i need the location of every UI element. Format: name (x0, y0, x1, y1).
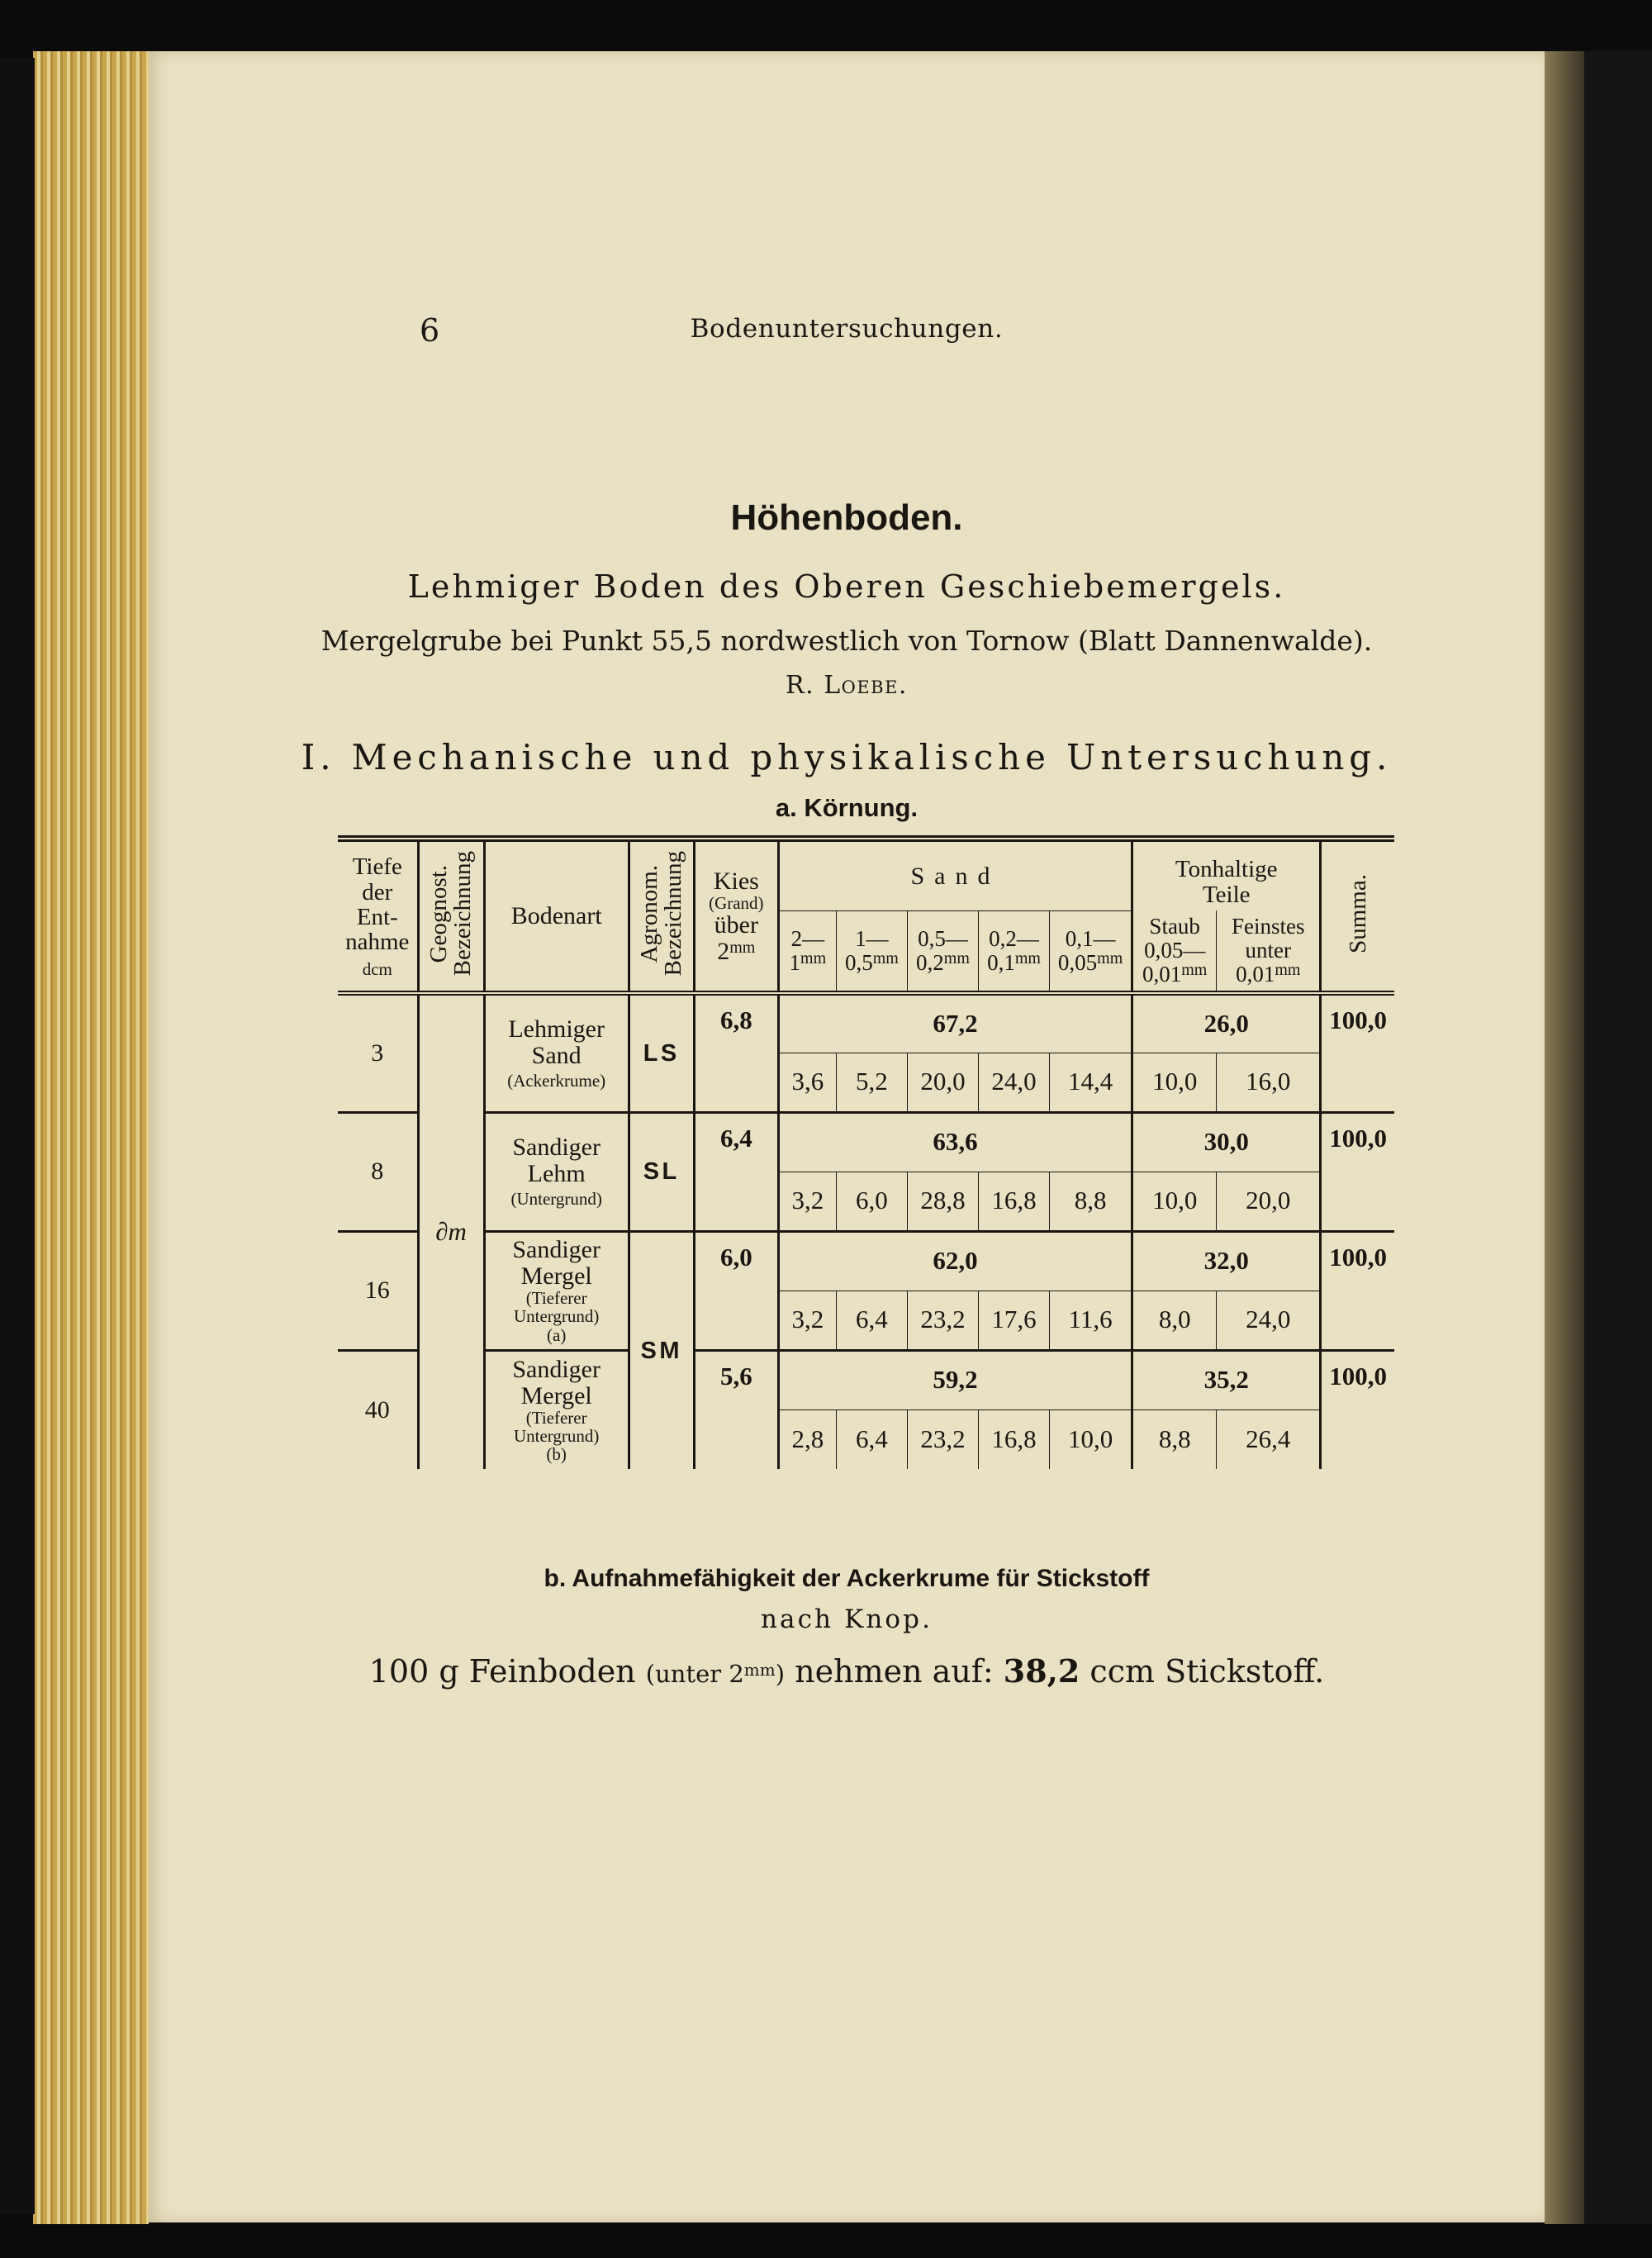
sand-part-cell: 16,8 (978, 1172, 1049, 1231)
section-subtitle: Lehmiger Boden des Oberen Geschiebemergels. (407, 568, 1286, 605)
bodenart-cell: Sandiger Lehm (Untergrund) (484, 1112, 629, 1231)
part-b-subheading: nach Knop. (760, 1604, 933, 1634)
sand-part-cell: 3,2 (778, 1291, 836, 1350)
location-line: Mergelgrube bei Punkt 55,5 nordwestlich von Tornow (Blatt Dannenwalde). (320, 625, 1373, 657)
depth-cell: 3 (338, 993, 418, 1112)
geognost-cell: ∂m (418, 993, 484, 1469)
sand-total-cell: 63,6 (778, 1112, 1132, 1172)
header-agronom: Agronom. Bezeichnung (629, 839, 694, 993)
part-b-heading: b. Aufnahmefähigkeit der Ackerkrume für Stickstoff (544, 1565, 1150, 1592)
sand-part-cell: 11,6 (1050, 1291, 1132, 1350)
nitrogen-statement (149, 1652, 1545, 1690)
depth-cell: 16 (338, 1231, 418, 1350)
header-geognost: Geognost. Bezeichnung (418, 839, 484, 993)
author-line: R. Loebe. (786, 671, 908, 700)
sand-part-cell: 6,4 (836, 1291, 907, 1350)
section-title: Höhenboden. (730, 497, 963, 538)
book-left-edge (33, 51, 149, 2224)
sand-part-cell: 3,6 (778, 1053, 836, 1112)
ton-total-cell: 32,0 (1132, 1231, 1321, 1291)
header-sand-1-05: 1— $0,5^{mm}$ (836, 910, 907, 993)
page-number: 6 (420, 312, 440, 349)
kies-cell: 5,6 (694, 1350, 778, 1469)
sand-part-cell: 6,0 (836, 1172, 907, 1231)
sand-total-cell: 59,2 (778, 1350, 1132, 1409)
bodenart-cell: Lehmiger Sand (Ackerkrume) (484, 993, 629, 1112)
sand-part-cell: 20,0 (907, 1053, 978, 1112)
agronom-cell: SM (629, 1231, 694, 1469)
book-right-cover (1584, 51, 1652, 2224)
header-staub: Staub 0,05— $0,01^{mm}$ (1132, 910, 1217, 993)
table-heading: a. Körnung. (775, 793, 919, 822)
header-summa: Summa. (1321, 839, 1394, 993)
header-feinstes: Feinstes unter $0,01^{mm}$ (1217, 910, 1321, 993)
statement-mid: nehmen auf: (795, 1653, 994, 1690)
header-bodenart: Bodenart (484, 839, 629, 993)
sand-part-cell: 5,2 (836, 1053, 907, 1112)
header-kies: Kies (Grand) über $2^{mm}$ (694, 839, 778, 993)
depth-cell: 8 (338, 1112, 418, 1231)
sand-part-cell: 17,6 (978, 1291, 1049, 1350)
summa-cell: 100,0 (1321, 1350, 1394, 1469)
feinstes-cell: 26,4 (1217, 1409, 1321, 1469)
header-ton: Tonhaltige Teile (1132, 839, 1321, 910)
staub-cell: 10,0 (1132, 1053, 1217, 1112)
book-binding-left (0, 58, 35, 2214)
sand-total-cell: 62,0 (778, 1231, 1132, 1291)
grain-size-table (338, 835, 1394, 1469)
header-depth: Tiefe der Ent- nahme dcm (338, 839, 418, 993)
part-heading: I. Mechanische und physikalische Untersuchung. (301, 737, 1393, 777)
ton-total-cell: 30,0 (1132, 1112, 1321, 1172)
feinstes-cell: 16,0 (1217, 1053, 1321, 1112)
agronom-cell: LS (629, 993, 694, 1112)
kies-cell: 6,4 (694, 1112, 778, 1231)
statement-start: 100 g Feinboden (368, 1653, 636, 1690)
sand-part-cell: 23,2 (907, 1291, 978, 1350)
feinstes-cell: 24,0 (1217, 1291, 1321, 1350)
header-sand-2-1: 2— $1^{mm}$ (778, 910, 836, 993)
sand-part-cell: 10,0 (1050, 1409, 1132, 1469)
sand-part-cell: 8,8 (1050, 1172, 1132, 1231)
sand-part-cell: 28,8 (907, 1172, 978, 1231)
statement-paren: (unter $2^{mm}$) (645, 1660, 786, 1688)
kies-cell: 6,8 (694, 993, 778, 1112)
sand-total-cell: 67,2 (778, 993, 1132, 1053)
kies-cell: 6,0 (694, 1231, 778, 1350)
depth-cell: 40 (364, 1396, 390, 1424)
agronom-cell: SL (629, 1112, 694, 1231)
sand-part-cell: 24,0 (978, 1053, 1049, 1112)
ton-total-cell: 26,0 (1132, 993, 1321, 1053)
header-sand: Sand (778, 839, 1132, 910)
sand-part-cell: 6,4 (836, 1409, 907, 1469)
staub-cell: 8,8 (1132, 1409, 1217, 1469)
header-sand-05-02: 0,5— $0,2^{mm}$ (907, 910, 978, 993)
statement-value: 38,2 (1003, 1652, 1080, 1690)
book-right-edge (1545, 51, 1584, 2224)
ton-total-cell: 35,2 (1132, 1350, 1321, 1409)
header-sand-02-01: 0,2— $0,1^{mm}$ (978, 910, 1049, 993)
header-sand-01-005: 0,1— $0,05^{mm}$ (1050, 910, 1132, 993)
staub-cell: 8,0 (1132, 1291, 1217, 1350)
summa-cell: 100,0 (1321, 1231, 1394, 1350)
summa-cell: 100,0 (1321, 993, 1394, 1112)
running-title: Bodenuntersuchungen. (690, 314, 1004, 344)
bodenart-cell: Sandiger Mergel (Tieferer Untergrund) (b) (484, 1350, 629, 1469)
sand-part-cell: 2,8 (778, 1409, 836, 1469)
sand-part-cell: 23,2 (907, 1409, 978, 1469)
sand-part-cell: 16,8 (978, 1409, 1049, 1469)
summa-cell: 100,0 (1321, 1112, 1394, 1231)
sand-part-cell: 3,2 (778, 1172, 836, 1231)
staub-cell: 10,0 (1132, 1172, 1217, 1231)
statement-end: ccm Stickstoff. (1089, 1653, 1325, 1690)
sand-part-cell: 14,4 (1050, 1053, 1132, 1112)
bodenart-cell: Sandiger Mergel (Tieferer Untergrund) (a) (484, 1231, 629, 1350)
feinstes-cell: 20,0 (1217, 1172, 1321, 1231)
